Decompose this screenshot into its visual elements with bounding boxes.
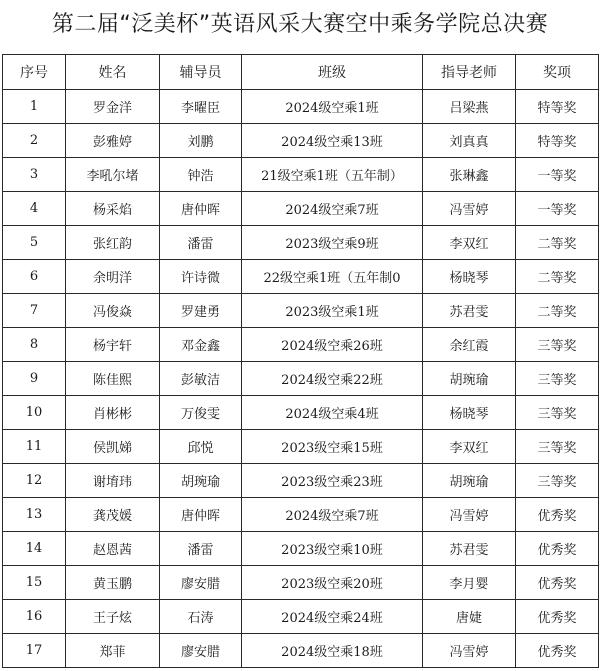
cell-award: 优秀奖	[516, 566, 599, 600]
cell-counselor: 刘鹏	[160, 124, 242, 158]
table-row	[3, 260, 599, 294]
cell-counselor: 万俊雯	[160, 396, 242, 430]
cell-no: 8	[3, 328, 66, 362]
cell-award: 二等奖	[516, 294, 599, 328]
cell-class: 2023级空乘9班	[242, 226, 423, 260]
cell-class: 2024级空乘26班	[242, 328, 423, 362]
table-row	[3, 226, 599, 260]
cell-name: 杨采焰	[66, 192, 160, 226]
table-row	[3, 294, 599, 328]
header-counselor: 辅导员	[160, 55, 242, 90]
cell-no: 14	[3, 532, 66, 566]
cell-teacher: 张琳鑫	[423, 158, 516, 192]
table-row	[3, 124, 599, 158]
cell-class: 2024级空乘13班	[242, 124, 423, 158]
cell-award: 优秀奖	[516, 498, 599, 532]
cell-counselor: 钟浩	[160, 158, 242, 192]
cell-teacher: 冯雪婷	[423, 498, 516, 532]
cell-class: 2023级空乘10班	[242, 532, 423, 566]
header-row	[3, 55, 599, 90]
table-row	[3, 192, 599, 226]
cell-no: 7	[3, 294, 66, 328]
cell-class: 21级空乘1班（五年制）	[242, 158, 423, 192]
cell-award: 二等奖	[516, 260, 599, 294]
cell-counselor: 唐仲晖	[160, 498, 242, 532]
cell-award: 优秀奖	[516, 532, 599, 566]
table-row	[3, 600, 599, 634]
cell-teacher: 胡琬瑜	[423, 464, 516, 498]
cell-class: 2023级空乘1班	[242, 294, 423, 328]
header-class: 班级	[242, 55, 423, 90]
header-name: 姓名	[66, 55, 160, 90]
cell-counselor: 胡琬瑜	[160, 464, 242, 498]
cell-class: 22级空乘1班（五年制0	[242, 260, 423, 294]
results-table	[2, 54, 599, 668]
table-header	[3, 55, 599, 90]
cell-name: 杨宇轩	[66, 328, 160, 362]
page-title: 第二届“泛美杯”英语风采大赛空中乘务学院总决赛	[51, 12, 549, 37]
table-row	[3, 430, 599, 464]
cell-award: 特等奖	[516, 124, 599, 158]
table-row	[3, 464, 599, 498]
cell-counselor: 潘雷	[160, 226, 242, 260]
table-row	[3, 566, 599, 600]
cell-teacher: 冯雪婷	[423, 192, 516, 226]
cell-class: 2024级空乘7班	[242, 498, 423, 532]
cell-no: 10	[3, 396, 66, 430]
cell-counselor: 廖安腊	[160, 566, 242, 600]
cell-counselor: 潘雷	[160, 532, 242, 566]
cell-name: 罗金洋	[66, 90, 160, 124]
cell-award: 一等奖	[516, 158, 599, 192]
cell-no: 9	[3, 362, 66, 396]
cell-teacher: 冯雪婷	[423, 634, 516, 668]
cell-teacher: 余红霞	[423, 328, 516, 362]
table-row	[3, 498, 599, 532]
table-row	[3, 532, 599, 566]
cell-no: 6	[3, 260, 66, 294]
cell-class: 2024级空乘22班	[242, 362, 423, 396]
cell-award: 优秀奖	[516, 634, 599, 668]
cell-award: 三等奖	[516, 464, 599, 498]
cell-class: 2024级空乘18班	[242, 634, 423, 668]
cell-name: 郑菲	[66, 634, 160, 668]
cell-teacher: 苏君雯	[423, 294, 516, 328]
cell-award: 三等奖	[516, 396, 599, 430]
cell-class: 2024级空乘7班	[242, 192, 423, 226]
cell-teacher: 李双红	[423, 430, 516, 464]
cell-no: 11	[3, 430, 66, 464]
header-award: 奖项	[516, 55, 599, 90]
cell-name: 张红韵	[66, 226, 160, 260]
header-teacher: 指导老师	[423, 55, 516, 90]
cell-class: 2023级空乘15班	[242, 430, 423, 464]
cell-no: 16	[3, 600, 66, 634]
cell-counselor: 彭敏洁	[160, 362, 242, 396]
cell-teacher: 唐婕	[423, 600, 516, 634]
cell-award: 三等奖	[516, 430, 599, 464]
cell-counselor: 唐仲晖	[160, 192, 242, 226]
table-row	[3, 90, 599, 124]
header-no: 序号	[3, 55, 66, 90]
cell-name: 余明洋	[66, 260, 160, 294]
cell-teacher: 杨晓琴	[423, 260, 516, 294]
cell-class: 2023级空乘20班	[242, 566, 423, 600]
table-row	[3, 328, 599, 362]
cell-award: 二等奖	[516, 226, 599, 260]
cell-teacher: 吕梁燕	[423, 90, 516, 124]
cell-no: 1	[3, 90, 66, 124]
cell-no: 17	[3, 634, 66, 668]
cell-class: 2024级空乘4班	[242, 396, 423, 430]
cell-class: 2024级空乘1班	[242, 90, 423, 124]
table-row	[3, 158, 599, 192]
cell-name: 肖彬彬	[66, 396, 160, 430]
cell-no: 15	[3, 566, 66, 600]
table-body	[3, 90, 599, 668]
cell-teacher: 胡琬瑜	[423, 362, 516, 396]
cell-no: 12	[3, 464, 66, 498]
cell-award: 三等奖	[516, 328, 599, 362]
cell-no: 13	[3, 498, 66, 532]
cell-class: 2024级空乘24班	[242, 600, 423, 634]
cell-counselor: 石涛	[160, 600, 242, 634]
cell-counselor: 许诗微	[160, 260, 242, 294]
table-row	[3, 396, 599, 430]
cell-name: 李吼尔堵	[66, 158, 160, 192]
cell-name: 侯凯娣	[66, 430, 160, 464]
cell-name: 谢堉玮	[66, 464, 160, 498]
cell-award: 三等奖	[516, 362, 599, 396]
cell-name: 陈佳熙	[66, 362, 160, 396]
cell-teacher: 李双红	[423, 226, 516, 260]
cell-award: 特等奖	[516, 90, 599, 124]
cell-award: 一等奖	[516, 192, 599, 226]
cell-name: 冯俊焱	[66, 294, 160, 328]
cell-no: 2	[3, 124, 66, 158]
cell-name: 王子炫	[66, 600, 160, 634]
cell-counselor: 罗建勇	[160, 294, 242, 328]
cell-teacher: 李月婴	[423, 566, 516, 600]
table-row	[3, 362, 599, 396]
cell-teacher: 杨晓琴	[423, 396, 516, 430]
cell-teacher: 苏君雯	[423, 532, 516, 566]
cell-name: 黄玉鹏	[66, 566, 160, 600]
cell-name: 龚茂媛	[66, 498, 160, 532]
cell-name: 彭雅婷	[66, 124, 160, 158]
cell-award: 优秀奖	[516, 600, 599, 634]
cell-name: 赵恩茜	[66, 532, 160, 566]
cell-teacher: 刘真真	[423, 124, 516, 158]
cell-class: 2023级空乘23班	[242, 464, 423, 498]
cell-no: 5	[3, 226, 66, 260]
cell-counselor: 邱悦	[160, 430, 242, 464]
cell-no: 3	[3, 158, 66, 192]
cell-no: 4	[3, 192, 66, 226]
cell-counselor: 邓金鑫	[160, 328, 242, 362]
cell-counselor: 廖安腊	[160, 634, 242, 668]
table-row	[3, 634, 599, 668]
cell-counselor: 李曜臣	[160, 90, 242, 124]
